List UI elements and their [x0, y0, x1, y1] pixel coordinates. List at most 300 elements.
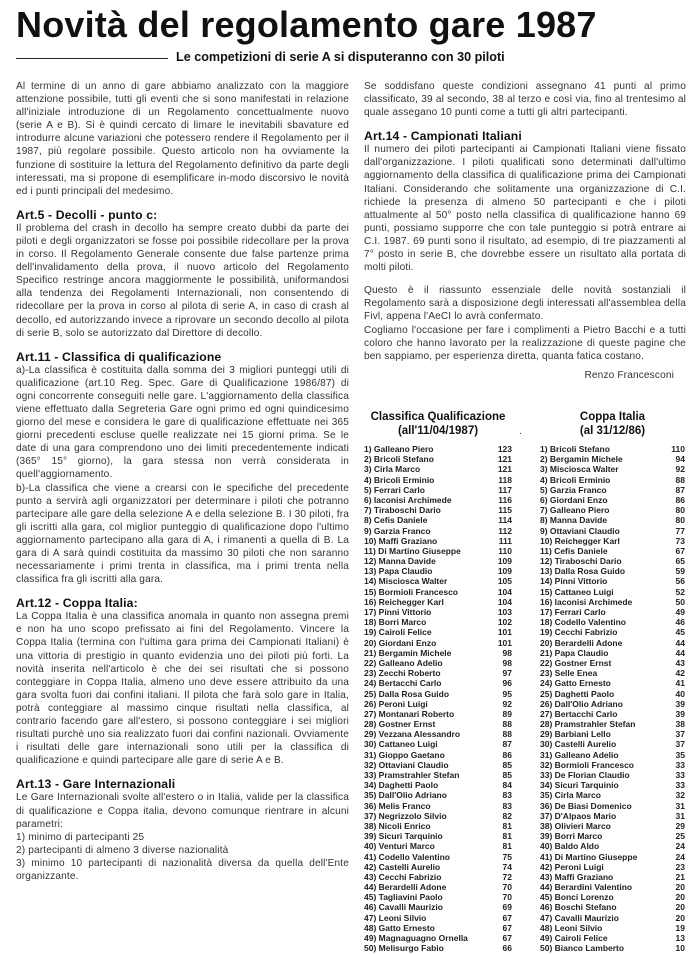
closing-paragraph-2: Cogliamo l'occasione per fare i complimenti a Pietro Bacchi e a tutti coloro che hanno lavorato per la realizzazione di queste pagine che ben sappiamo, per esperienza diretta, quanta fatica costano.: [364, 324, 686, 362]
ranking-row: [364, 566, 512, 576]
pilot-name: 49) Magnaguagno Ornella: [364, 933, 468, 943]
pilot-points: 20: [675, 882, 685, 893]
closing-paragraph-1: Questo è il riassunto essenziale delle novità sostanziali il Regolamento sarà a disposizione degli interessati all'assemblea della Fivl, appena l'AeCI lo avrà confermato.: [364, 285, 686, 323]
pilot-name: 8) Manna Davide: [540, 515, 608, 526]
pilot-name: 30) Castelli Aurelio: [540, 739, 617, 750]
pilot-points: 33: [675, 780, 685, 791]
pilot-name: 47) Cavalli Maurizio: [540, 912, 619, 923]
pilot-name: 26) Peroni Luigi: [364, 698, 428, 709]
pilot-points: 88: [675, 474, 685, 485]
pilot-points: 20: [675, 892, 685, 903]
pilot-name: 44) Berardini Valentino: [540, 882, 633, 893]
ranking-row: [540, 526, 685, 536]
subtitle-row: [16, 50, 686, 66]
pilot-name: 3) Cirla Marco: [364, 464, 421, 475]
pilot-name: 40) Baldo Aldo: [540, 841, 600, 852]
ranking-row: [540, 638, 685, 648]
ranking-row: [364, 852, 512, 862]
ranking-row: [364, 821, 512, 831]
pilot-points: 81: [502, 820, 512, 831]
ranking-row: [364, 617, 512, 627]
pilot-name: 27) Montanari Roberto: [364, 708, 455, 719]
ranking-row: [364, 933, 512, 943]
pilot-name: 7) Tiraboschi Dario: [364, 505, 441, 516]
coppa-heading: Coppa Italia: [579, 411, 646, 423]
ranking-row: [540, 587, 685, 597]
pilot-name: 30) Cattaneo Luigi: [364, 739, 438, 750]
ranking-row: [540, 770, 685, 780]
pilot-name: 28) Gostner Ernst: [364, 719, 436, 730]
ranking-row: [540, 495, 685, 505]
pilot-points: 67: [502, 912, 512, 923]
pilot-name: 15) Cattaneo Luigi: [540, 586, 614, 597]
pilot-points: 98: [502, 657, 512, 668]
pilot-points: 112: [498, 525, 512, 536]
pilot-name: 1) Bricoli Stefano: [540, 444, 610, 454]
pilot-points: 83: [502, 800, 512, 811]
ranking-row: [364, 913, 512, 923]
ranking-row: [364, 526, 512, 536]
pilot-points: 85: [502, 770, 512, 780]
pilot-name: 12) Manna Davide: [364, 556, 436, 567]
pilot-points: 86: [675, 494, 685, 505]
pilot-name: 18) Borri Marco: [364, 617, 427, 628]
pilot-name: 41) Codello Valentino: [364, 851, 450, 862]
pilot-name: 24) Bertacchi Carlo: [364, 678, 442, 689]
pilot-name: 25) Dalla Rosa Guido: [364, 688, 450, 699]
ranking-row: [364, 841, 512, 851]
pilot-points: 37: [675, 729, 685, 740]
pilot-points: 98: [502, 647, 512, 658]
pilot-name: 36) De Biasi Domenico: [540, 800, 632, 811]
pilot-points: 110: [671, 444, 685, 454]
pilot-name: 46) Cavalli Maurizio: [364, 902, 443, 913]
ranking-row: [364, 719, 512, 729]
pilot-points: 70: [502, 882, 512, 893]
pilot-points: 32: [675, 790, 685, 801]
ranking-row: [540, 729, 685, 739]
pilot-points: 44: [675, 637, 685, 648]
pilot-points: 19: [675, 922, 685, 933]
ranking-row: [364, 648, 512, 658]
art11-text-b: b)-La classifica che viene a crearsi con le specifiche del precedente punto a servirà agli organizzatori per determinare i piloti che potranno partecipare alle gare della selezione A e della selezione B. I 30 piloti, fra gli iscritti alla gara, col miglior punteggio di qualificazione dopo l'ultimo aggiornamento partecipano alla gara di A, i rimanenti a quella di B. La gara di A sarà quindi costituita da massimo 30 piloti che non saranno necessariamente i primi trenta in classifica, ma i primi trenta nella classifica fra gli iscritti alla gara.: [16, 482, 349, 586]
art13-item: 2) partecipanti di almeno 3 diverse nazionalità: [16, 844, 229, 856]
pilot-points: 66: [502, 943, 512, 954]
pilot-points: 103: [497, 607, 512, 617]
art13-item: 1) minimo di partecipanti 25: [16, 831, 145, 843]
classifica-date: (all'11/04/1987): [397, 425, 479, 437]
pilot-points: 50: [675, 596, 685, 607]
pilot-points: 65: [675, 556, 685, 567]
pilot-points: 33: [675, 770, 685, 780]
pilot-points: 111: [498, 535, 512, 546]
pilot-points: 92: [675, 464, 685, 475]
ranking-row: [540, 678, 685, 688]
ranking-row: [364, 495, 512, 505]
pilot-name: 17) Pinni Vittorio: [364, 607, 432, 617]
pilot-points: 29: [675, 820, 685, 831]
pilot-name: 35) Cirla Marco: [540, 790, 601, 801]
pilot-name: 23) Selle Enea: [540, 668, 598, 679]
pilot-points: 31: [675, 810, 685, 821]
pilot-name: 5) Garzia Franco: [540, 484, 607, 495]
pilot-points: 39: [675, 708, 685, 719]
pilot-points: 89: [502, 708, 512, 719]
ranking-row: [364, 872, 512, 882]
ranking-row: [540, 872, 685, 882]
ranking-row: [540, 719, 685, 729]
pilot-name: 32) Bormioli Francesco: [540, 759, 635, 770]
pilot-name: 45) Bonci Lorenzo: [540, 892, 614, 903]
pilot-points: 88: [502, 719, 512, 730]
ranking-row: [540, 597, 685, 607]
pilot-points: 44: [675, 647, 685, 658]
ranking-row: [364, 831, 512, 841]
art12-heading: Art.12 - Coppa Italia:: [16, 596, 138, 611]
ranking-row: [364, 811, 512, 821]
pilot-points: 46: [675, 617, 685, 628]
ranking-row: [540, 862, 685, 872]
ranking-row: [364, 943, 512, 953]
ranking-row: [364, 729, 512, 739]
ranking-row: [540, 923, 685, 933]
ranking-row: [540, 627, 685, 637]
pilot-name: 11) Cefis Daniele: [540, 545, 608, 556]
pilot-points: 67: [502, 922, 512, 933]
pilot-name: 21) Bergamin Michele: [364, 647, 452, 658]
pilot-points: 109: [497, 556, 512, 567]
pilot-points: 121: [497, 454, 512, 465]
pilot-name: 1) Galleano Piero: [364, 444, 434, 454]
pilot-points: 72: [502, 871, 512, 882]
pilot-name: 32) Ottaviani Claudio: [364, 759, 449, 770]
ranking-row: [364, 444, 512, 454]
pilot-name: 27) Bertacchi Carlo: [540, 708, 618, 719]
pilot-name: 4) Bricoli Erminio: [364, 474, 435, 485]
ranking-row: [364, 668, 512, 678]
ranking-row: [540, 546, 685, 556]
pilot-points: 101: [497, 627, 512, 638]
ranking-row: [364, 801, 512, 811]
pilot-points: 42: [675, 668, 685, 679]
pilot-points: 33: [675, 759, 685, 770]
pilot-name: 31) Gioppo Gaetano: [364, 749, 445, 760]
pilot-name: 8) Cefis Daniele: [364, 515, 428, 526]
art14-text: Il numero dei piloti partecipanti ai Campionati Italiani viene fissato dall'organizzazione. I piloti qualificati sono determinati dall'ultimo aggiornamento della classifica di qualificazione prima dei Campionati Italiani. Considerando che solitamente una organizzazione di C.I. richiede la presenza di almeno 50 partecipanti e che i piloti attualmente al 50° posto nella classifica di qualificazione hanno 69 punti, possiamo supporre che con tale punteggio si potrà entrare ai C.I. 1987. 69 punti sono il risultato, ad esempio, di tre piazzamenti al 7° posto in serie B, che dovrebbe essere un risultato alla portata di molti piloti.: [364, 144, 686, 274]
pilot-name: 4) Bricoli Erminio: [540, 474, 611, 485]
pilot-points: 73: [675, 535, 685, 546]
pilot-points: 25: [675, 831, 685, 842]
art13-heading: Art.13 - Gare Internazionali: [16, 777, 176, 792]
pilot-name: 44) Berardelli Adone: [364, 882, 447, 893]
ranking-row: [540, 536, 685, 546]
pilot-points: 49: [675, 607, 685, 617]
ranking-row: [540, 576, 685, 586]
ranking-row: [540, 801, 685, 811]
pilot-name: 38) Nicoli Enrico: [364, 820, 431, 831]
pilot-points: 56: [675, 576, 685, 587]
ranking-row: [540, 943, 685, 953]
pilot-points: 86: [502, 749, 512, 760]
pilot-points: 104: [497, 586, 512, 597]
art13-text: Le Gare Internazionali svolte all'estero o in Italia, valide per la classifica di qualificazione e Coppa italia, devono comunque rientrare in alcuni parametri:: [16, 792, 349, 830]
pilot-name: 2) Bricoli Stefano: [364, 454, 434, 465]
pilot-name: 20) Giordani Enzo: [364, 637, 437, 648]
ranking-row: [364, 689, 512, 699]
page-subtitle: Le competizioni di serie A si disputeranno con 30 piloti: [176, 50, 505, 64]
pilot-points: 75: [502, 851, 512, 862]
pilot-points: 20: [675, 912, 685, 923]
pilot-points: 105: [497, 576, 512, 587]
pilot-name: 43) Cecchi Fabrizio: [364, 871, 442, 882]
pilot-points: 24: [675, 851, 685, 862]
pilot-name: 13) Papa Claudio: [364, 566, 433, 577]
pilot-points: 24: [675, 841, 685, 852]
ranking-row: [364, 515, 512, 525]
ranking-row: [540, 464, 685, 474]
ranking-row: [364, 780, 512, 790]
ranking-row: [540, 811, 685, 821]
ranking-row: [540, 475, 685, 485]
classifica-list: [364, 444, 512, 953]
pilot-points: 92: [502, 698, 512, 709]
coppa-date: (al 31/12/86): [579, 425, 646, 437]
pilot-name: 24) Gatto Ernesto: [540, 678, 611, 689]
ranking-row: [364, 892, 512, 902]
classifica-table: [364, 410, 512, 953]
pilot-name: 33) Pramstrahler Stefan: [364, 770, 460, 780]
pilot-points: 10: [675, 943, 685, 954]
pilot-name: 2) Bergamin Michele: [540, 454, 623, 465]
ranking-row: [364, 770, 512, 780]
pilot-points: 38: [675, 719, 685, 730]
pilot-points: 81: [502, 831, 512, 842]
subtitle-rule: [16, 58, 168, 59]
pilot-name: 42) Castelli Aurelio: [364, 861, 441, 872]
ranking-row: [540, 852, 685, 862]
ranking-row: [364, 464, 512, 474]
pilot-points: 70: [502, 892, 512, 903]
pilot-points: 104: [497, 596, 512, 607]
coppa-table: [540, 410, 685, 953]
left-column: [16, 80, 349, 883]
pilot-points: 110: [498, 545, 512, 556]
ranking-row: [364, 678, 512, 688]
ranking-row: [540, 841, 685, 851]
ranking-row: [540, 515, 685, 525]
ranking-row: [364, 485, 512, 495]
pilot-name: 45) Tagliavini Paolo: [364, 892, 443, 903]
pilot-points: 87: [675, 484, 685, 495]
ranking-row: [540, 790, 685, 800]
ranking-row: [540, 658, 685, 668]
pilot-points: 83: [502, 790, 512, 801]
ranking-row: [540, 485, 685, 495]
ranking-row: [540, 831, 685, 841]
pilot-name: 22) Galleano Adelio: [364, 657, 443, 668]
ranking-row: [364, 475, 512, 485]
ranking-row: [364, 862, 512, 872]
pilot-points: 95: [502, 688, 512, 699]
pilot-points: 87: [502, 739, 512, 750]
pilot-points: 96: [502, 678, 512, 689]
pilot-name: 42) Peroni Luigi: [540, 861, 604, 872]
ranking-row: [364, 576, 512, 586]
pilot-points: 43: [675, 657, 685, 668]
pilot-name: 18) Codello Valentino: [540, 617, 626, 628]
pilot-points: 45: [675, 627, 685, 638]
ranking-row: [540, 913, 685, 923]
ranking-row: [364, 536, 512, 546]
ranking-row: [364, 587, 512, 597]
pilot-name: 41) Di Martino Giuseppe: [540, 851, 638, 862]
pilot-points: 67: [502, 933, 512, 943]
pilot-name: 5) Ferrari Carlo: [364, 484, 425, 495]
ranking-row: [540, 933, 685, 943]
classifica-heading: Classifica Qualificazione: [370, 411, 506, 423]
ranking-row: [540, 505, 685, 515]
ranking-row: [364, 627, 512, 637]
ranking-row: [540, 689, 685, 699]
pilot-points: 67: [675, 545, 685, 556]
pilot-name: 3) Misciosca Walter: [540, 464, 619, 475]
art13-item: 3) minimo 10 partecipanti di nazionalità diversa da quella dell'Ente organizzante.: [16, 857, 349, 882]
ranking-row: [540, 892, 685, 902]
pilot-points: 82: [502, 810, 512, 821]
pilot-name: 26) Dall'Olio Adriano: [540, 698, 623, 709]
pilot-name: 37) Negrizzolo Silvio: [364, 810, 447, 821]
ranking-row: [540, 454, 685, 464]
pilot-points: 80: [675, 515, 685, 526]
ranking-row: [540, 750, 685, 760]
ranking-row: [364, 760, 512, 770]
pilot-points: 21: [675, 871, 685, 882]
pilot-points: 117: [498, 484, 512, 495]
pilot-name: 47) Leoni Silvio: [364, 912, 427, 923]
pilot-name: 19) Cairoli Felice: [364, 627, 432, 638]
pilot-name: 31) Galleano Adelio: [540, 749, 619, 760]
ranking-row: [540, 709, 685, 719]
ranking-row: [364, 638, 512, 648]
ranking-row: [540, 882, 685, 892]
ranking-row: [364, 607, 512, 617]
pilot-name: 11) Di Martino Giuseppe: [364, 545, 461, 556]
ranking-row: [364, 505, 512, 515]
ranking-row: [364, 546, 512, 556]
pilot-points: 69: [502, 902, 512, 913]
pilot-points: 118: [498, 474, 512, 485]
ranking-row: [364, 902, 512, 912]
pilot-name: 28) Pramstrahler Stefan: [540, 719, 636, 730]
pilot-name: 34) Sicuri Tarquinio: [540, 780, 619, 791]
pilot-points: 35: [675, 749, 685, 760]
pilot-name: 13) Dalla Rosa Guido: [540, 566, 626, 577]
pilot-points: 116: [498, 494, 512, 505]
ranking-row: [364, 923, 512, 933]
pilot-name: 20) Berardelli Adone: [540, 637, 623, 648]
pilot-points: 121: [497, 464, 512, 475]
pilot-name: 17) Ferrari Carlo: [540, 607, 606, 617]
ranking-row: [540, 444, 685, 454]
pilot-name: 25) Daghetti Paolo: [540, 688, 615, 699]
pilot-points: 37: [675, 739, 685, 750]
pilot-name: 49) Cairoli Felice: [540, 933, 608, 943]
ranking-row: [540, 902, 685, 912]
pilot-name: 14) Misciosca Walter: [364, 576, 448, 587]
ranking-row: [540, 617, 685, 627]
pilot-name: 16) Iaconisi Archimede: [540, 596, 633, 607]
pilot-name: 6) Iaconisi Archimede: [364, 494, 452, 505]
pilot-name: 15) Bormioli Francesco: [364, 586, 459, 597]
ranking-row: [364, 454, 512, 464]
pilot-name: 22) Gostner Ernst: [540, 657, 612, 668]
pilot-points: 13: [675, 933, 685, 943]
pilot-points: 102: [497, 617, 512, 628]
pilot-name: 19) Cecchi Fabrizio: [540, 627, 618, 638]
ranking-row: [540, 780, 685, 790]
ranking-row: [364, 699, 512, 709]
pilot-points: 31: [675, 800, 685, 811]
ranking-row: [364, 597, 512, 607]
page-title: Novità del regolamento gare 1987: [16, 4, 597, 45]
pilot-name: 12) Tiraboschi Dario: [540, 556, 622, 567]
art12-text: La Coppa Italia è una classifica anomala in quanto non assegna premi e non ha uno scopo prefissato ai fini del Regolamento. Vincere la Coppa Italia (termina con l'ultima gara prima dei Campionati Italiani) è una vittoria di prestigio in quanto evidenzia uno dei piloti più forti. La novità inserita nell'articolo è che dei sei risultati che si possono conteggiare in Coppa Italia, almeno uno deve essere attribuito da una gara svolta fuori dai confini italiani. Il pilota che farà solo gare in Italia, potrà conteggiare al massimo cinque risultati nella classifica, al contrario facendo gare all'estero, si possono conteggiare i sei migliori risultati purchè uno sia realizzato fuori dai confini nazionali. Ovviamente i risultati delle gare internazionali sono utili per la classifica di qualificazione e quindi partecipare alle gare di serie A e B.: [16, 611, 349, 767]
ranking-row: [540, 668, 685, 678]
ranking-row: [540, 556, 685, 566]
art14-heading: Art.14 - Campionati Italiani: [364, 129, 522, 144]
pilot-name: 35) Dall'Olio Adriano: [364, 790, 447, 801]
ranking-row: [540, 607, 685, 617]
pilot-points: 77: [675, 525, 685, 536]
pilot-points: 101: [497, 637, 512, 648]
ranking-row: [364, 790, 512, 800]
pilot-name: 50) Bianco Lamberto: [540, 943, 625, 954]
pilot-name: 9) Ottaviani Claudio: [540, 525, 620, 536]
pilot-name: 34) Daghetti Paolo: [364, 780, 439, 791]
ranking-row: [364, 658, 512, 668]
ranking-row: [364, 750, 512, 760]
ranking-row: [540, 699, 685, 709]
ranking-row: [364, 882, 512, 892]
pilot-points: 85: [502, 759, 512, 770]
pilot-points: 114: [498, 515, 512, 526]
pilot-points: 59: [675, 566, 685, 577]
ranking-row: [364, 739, 512, 749]
pilot-points: 74: [502, 861, 512, 872]
pilot-name: 29) Vezzana Alessandro: [364, 729, 461, 740]
ranking-row: [540, 648, 685, 658]
pilot-name: 40) Venturi Marco: [364, 841, 435, 852]
pilot-name: 10) Reichegger Karl: [540, 535, 620, 546]
pilot-name: 16) Reichegger Karl: [364, 596, 444, 607]
pilot-name: 21) Papa Claudio: [540, 647, 609, 658]
pilot-points: 115: [498, 505, 512, 516]
pilot-points: 23: [675, 861, 685, 872]
pilot-points: 52: [675, 586, 685, 597]
pilot-name: 46) Boschi Stefano: [540, 902, 617, 913]
art13-continued: Se soddisfano queste condizioni assegnano 41 punti al primo classificato, 39 al secondo, 38 al terzo e così via, fino al trentesimo al quale assegano 10 punti come a tutti gli altri partecipanti.: [364, 81, 686, 119]
pilot-points: 20: [675, 902, 685, 913]
intro-paragraph: Al termine di un anno di gare abbiamo analizzato con la maggiore attenzione possibile, tutti gli eventi che si sono manifestati in relazione all'iniziale introduzione di un Regolamento concettualmente nuovo (serie A e B). Si è quindi cercato di limare le inevitabili sbavature ed introdurre alcune variazioni che potessero rendere il Regolamento per il 1987, più regolare possibile. Questo articolo non ha ovviamente la funzione di sostituire la lettura del Regolamento definitivo da parte degli interessati, ma si propone di esemplificare in-modo discorsivo le novità ed i punti principali del medesimo.: [16, 81, 349, 197]
pilot-points: 40: [675, 688, 685, 699]
pilot-points: 84: [502, 780, 512, 791]
pilot-points: 97: [502, 668, 512, 679]
ranking-row: [540, 566, 685, 576]
pilot-name: 48) Leoni Silvio: [540, 922, 603, 933]
pilot-name: 29) Barbiani Lello: [540, 729, 611, 740]
pilot-points: 41: [675, 678, 685, 689]
pilot-points: 39: [675, 698, 685, 709]
